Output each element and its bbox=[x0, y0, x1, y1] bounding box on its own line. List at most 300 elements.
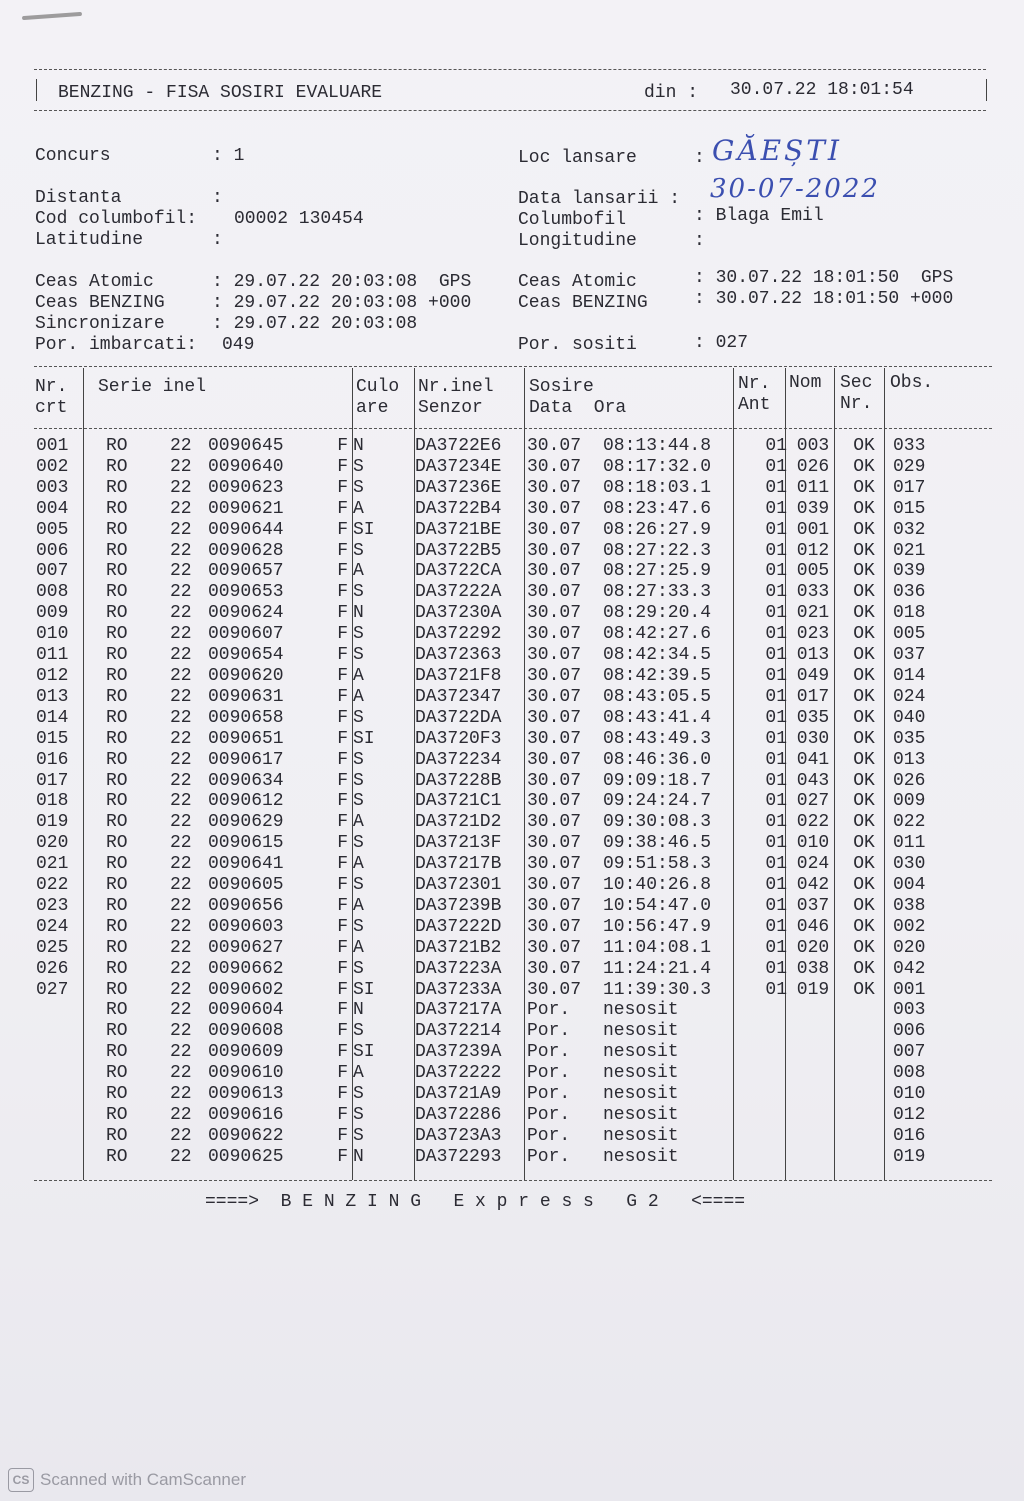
cell-ant-nr: 01 bbox=[765, 958, 787, 979]
cell-obs: 008 bbox=[893, 1063, 926, 1084]
cod-columbofil-value: 00002 130454 bbox=[234, 209, 364, 229]
cell-country: RO bbox=[106, 665, 128, 686]
cell-sensor-id: DA37217B bbox=[415, 854, 502, 875]
longitudine-value: : bbox=[694, 231, 705, 251]
cell-nr-crt: 026 bbox=[36, 958, 69, 979]
cell-sec-status: OK bbox=[853, 728, 875, 749]
cell-ant-nr: 01 bbox=[765, 916, 787, 937]
cell-nom: 033 bbox=[796, 582, 830, 603]
cell-arrival-date: 30.07 bbox=[527, 958, 582, 979]
cell-sec-status: OK bbox=[853, 624, 875, 645]
cell-country: RO bbox=[106, 854, 128, 875]
cell-nom: 038 bbox=[796, 958, 830, 979]
cell-color: S bbox=[353, 1105, 364, 1125]
header-sec-nr: Nr. bbox=[840, 394, 873, 414]
cell-color: SI bbox=[353, 1042, 375, 1063]
distanta-value: : bbox=[212, 188, 223, 208]
table-row bbox=[36, 959, 943, 980]
cell-color: S bbox=[353, 875, 364, 896]
cell-year: 22 bbox=[170, 749, 192, 770]
table-row bbox=[36, 750, 943, 771]
cell-sex: F bbox=[337, 728, 348, 749]
cell-country: RO bbox=[106, 624, 128, 645]
cell-arrival-time: 08:42:27.6 bbox=[603, 624, 712, 645]
columbofil-label: Columbofil bbox=[518, 210, 627, 230]
cell-ant-nr bbox=[729, 1084, 787, 1105]
cell-sensor-id: DA372234 bbox=[415, 749, 502, 770]
cell-year: 22 bbox=[170, 1000, 192, 1021]
cell-nr-crt: 021 bbox=[36, 854, 69, 875]
table-row bbox=[36, 812, 943, 833]
loc-lansare-handwritten: GĂEȘTI bbox=[712, 134, 842, 167]
title-right-border bbox=[986, 79, 987, 101]
table-row bbox=[36, 541, 943, 562]
cell-obs: 016 bbox=[893, 1125, 926, 1146]
cell-arrival-time: 10:56:47.9 bbox=[603, 916, 712, 937]
table-row bbox=[36, 436, 943, 457]
cell-color: S bbox=[353, 1125, 364, 1146]
cell-ant-nr: 01 bbox=[765, 582, 787, 603]
cell-year: 22 bbox=[170, 1042, 192, 1063]
cell-country: RO bbox=[106, 791, 128, 812]
cell-serial: 0090613 bbox=[208, 1084, 284, 1105]
cell-country: RO bbox=[106, 1000, 128, 1021]
header-nr-ant: Nr. bbox=[738, 374, 771, 394]
cell-arrival-time: 11:24:21.4 bbox=[603, 958, 712, 979]
cell-serial: 0090641 bbox=[208, 854, 284, 875]
left-clock-value-0: : 29.07.22 20:03:08 GPS bbox=[212, 272, 472, 292]
cell-nr-crt: 027 bbox=[36, 979, 69, 1000]
cell-arrival-time: 09:24:24.7 bbox=[603, 791, 712, 812]
cell-sex: F bbox=[337, 770, 348, 791]
title-top-border bbox=[34, 69, 986, 70]
cell-obs: 039 bbox=[893, 561, 926, 582]
cell-sex: F bbox=[337, 875, 348, 896]
cell-serial: 0090631 bbox=[208, 686, 284, 707]
cell-country: RO bbox=[106, 958, 128, 979]
cell-obs: 040 bbox=[893, 707, 926, 728]
cell-color: S bbox=[353, 770, 364, 791]
cell-nom: 024 bbox=[796, 854, 830, 875]
din-label: din : bbox=[644, 83, 699, 103]
cell-year: 22 bbox=[170, 645, 192, 666]
cell-nr-crt: 001 bbox=[36, 436, 69, 456]
cell-sex: F bbox=[337, 791, 348, 812]
cell-sensor-id: DA37228B bbox=[415, 770, 502, 791]
left-clock-label-0: Ceas Atomic bbox=[35, 272, 154, 292]
cell-arrival-time: 10:54:47.0 bbox=[603, 895, 712, 916]
cell-year: 22 bbox=[170, 875, 192, 896]
cell-country: RO bbox=[106, 728, 128, 749]
cell-nr-crt: 017 bbox=[36, 770, 69, 791]
cell-nom: 037 bbox=[796, 895, 830, 916]
cell-country: RO bbox=[106, 561, 128, 582]
cell-ant-nr: 01 bbox=[765, 979, 787, 1000]
cell-ant-nr: 01 bbox=[765, 624, 787, 645]
cell-sensor-id: DA37236E bbox=[415, 477, 502, 498]
cell-sec-status bbox=[839, 1000, 889, 1021]
cell-year: 22 bbox=[170, 770, 192, 791]
table-row bbox=[36, 1147, 943, 1168]
cell-arrival-date: 30.07 bbox=[527, 686, 582, 707]
cell-country: RO bbox=[106, 477, 128, 498]
cell-year: 22 bbox=[170, 686, 192, 707]
cell-arrival-time: 08:27:22.3 bbox=[603, 540, 712, 561]
cell-nr-crt bbox=[36, 1105, 88, 1126]
right-clock-value-1: : 30.07.22 18:01:50 +000 bbox=[694, 289, 954, 309]
table-row bbox=[36, 980, 943, 1001]
cell-arrival-date: 30.07 bbox=[527, 603, 582, 624]
cell-ant-nr bbox=[729, 1042, 787, 1063]
cell-nr-crt bbox=[36, 1084, 88, 1105]
cell-sex: F bbox=[337, 833, 348, 854]
cell-sex: F bbox=[337, 749, 348, 770]
cell-arrival-time: 09:30:08.3 bbox=[603, 812, 712, 833]
cell-nr-crt bbox=[36, 1126, 88, 1147]
cell-nom: 035 bbox=[796, 707, 830, 728]
cell-sensor-id: DA37233A bbox=[415, 979, 502, 1000]
cell-arrival-time: 08:27:33.3 bbox=[603, 582, 712, 603]
cell-nom bbox=[787, 1063, 839, 1084]
cell-arrival-time: 11:04:08.1 bbox=[603, 937, 712, 958]
cell-sex: F bbox=[337, 665, 348, 686]
cell-nr-crt bbox=[36, 1000, 88, 1021]
cell-year: 22 bbox=[170, 895, 192, 916]
cell-nr-crt: 014 bbox=[36, 707, 69, 728]
cell-nom: 026 bbox=[796, 456, 830, 477]
cell-country: RO bbox=[106, 1021, 128, 1042]
table-row bbox=[36, 917, 943, 938]
header-serie-inel: Serie inel bbox=[98, 377, 207, 397]
cell-sec-status: OK bbox=[853, 937, 875, 958]
cell-year: 22 bbox=[170, 854, 192, 875]
cell-sex: F bbox=[337, 519, 348, 540]
por-imbarcati-label: Por. imbarcati: bbox=[35, 335, 198, 355]
cell-obs: 009 bbox=[893, 791, 926, 812]
cell-color: S bbox=[353, 582, 364, 603]
cell-sex: F bbox=[337, 979, 348, 1000]
cell-sensor-id: DA372214 bbox=[415, 1021, 502, 1042]
cell-serial: 0090616 bbox=[208, 1105, 284, 1125]
title-bottom-border bbox=[34, 110, 986, 111]
cell-obs: 015 bbox=[893, 498, 926, 519]
cell-country: RO bbox=[106, 979, 128, 1000]
cell-serial: 0090628 bbox=[208, 540, 284, 561]
cell-serial: 0090624 bbox=[208, 603, 284, 624]
cell-serial: 0090656 bbox=[208, 895, 284, 916]
cell-sensor-id: DA37239A bbox=[415, 1042, 502, 1063]
cell-arrival-date: 30.07 bbox=[527, 770, 582, 791]
cell-country: RO bbox=[106, 770, 128, 791]
cell-serial: 0090640 bbox=[208, 456, 284, 477]
cell-arrival-date: 30.07 bbox=[527, 665, 582, 686]
cell-arrival-date: 30.07 bbox=[527, 895, 582, 916]
cell-nr-crt: 005 bbox=[36, 519, 69, 540]
cod-columbofil-label: Cod columbofil: bbox=[35, 209, 198, 229]
cell-sec-status: OK bbox=[853, 540, 875, 561]
cell-sensor-id: DA3721B2 bbox=[415, 937, 502, 958]
cell-arrival-time: nesosit bbox=[603, 1125, 679, 1146]
cell-arrival-date: Por. bbox=[527, 1125, 571, 1146]
cell-ant-nr: 01 bbox=[765, 686, 787, 707]
cell-arrival-date: 30.07 bbox=[527, 937, 582, 958]
cell-arrival-time: 08:17:32.0 bbox=[603, 456, 712, 477]
cell-color: A bbox=[353, 498, 364, 519]
columbofil-value: : Blaga Emil bbox=[694, 206, 824, 226]
cell-ant-nr bbox=[729, 1126, 787, 1147]
cell-nom: 039 bbox=[796, 498, 830, 519]
header-nr: Nr. bbox=[35, 377, 68, 397]
cell-nom: 019 bbox=[796, 979, 830, 1000]
cell-sec-status: OK bbox=[853, 519, 875, 540]
cell-obs: 042 bbox=[893, 958, 926, 979]
cell-nr-crt: 025 bbox=[36, 937, 69, 958]
cell-year: 22 bbox=[170, 498, 192, 519]
cell-serial: 0090617 bbox=[208, 749, 284, 770]
cell-sec-status: OK bbox=[853, 854, 875, 875]
cell-ant-nr: 01 bbox=[765, 937, 787, 958]
cell-color: S bbox=[353, 958, 364, 979]
cell-year: 22 bbox=[170, 833, 192, 854]
cell-year: 22 bbox=[170, 477, 192, 498]
cell-country: RO bbox=[106, 603, 128, 624]
cell-country: RO bbox=[106, 895, 128, 916]
cell-serial: 0090625 bbox=[208, 1146, 284, 1167]
table-row bbox=[36, 457, 943, 478]
cell-year: 22 bbox=[170, 540, 192, 561]
cell-serial: 0090603 bbox=[208, 916, 284, 937]
cell-country: RO bbox=[106, 519, 128, 540]
cell-sensor-id: DA372347 bbox=[415, 686, 502, 707]
cell-sec-status: OK bbox=[853, 707, 875, 728]
cell-arrival-time: nesosit bbox=[603, 1000, 679, 1021]
cell-sensor-id: DA37239B bbox=[415, 895, 502, 916]
cell-nom: 010 bbox=[796, 833, 830, 854]
cell-arrival-date: Por. bbox=[527, 1063, 571, 1084]
cell-nom: 027 bbox=[796, 791, 830, 812]
cell-arrival-time: 08:27:25.9 bbox=[603, 561, 712, 582]
cell-obs: 022 bbox=[893, 812, 926, 833]
cell-country: RO bbox=[106, 1125, 128, 1146]
table-row bbox=[36, 791, 943, 812]
cell-year: 22 bbox=[170, 728, 192, 749]
table-row bbox=[36, 771, 943, 792]
cell-ant-nr: 01 bbox=[765, 833, 787, 854]
cell-arrival-date: 30.07 bbox=[527, 561, 582, 582]
cell-ant-nr: 01 bbox=[765, 791, 787, 812]
cell-serial: 0090602 bbox=[208, 979, 284, 1000]
cell-serial: 0090627 bbox=[208, 937, 284, 958]
cell-sec-status: OK bbox=[853, 979, 875, 1000]
loc-lansare-sep: : bbox=[694, 148, 705, 168]
cell-obs: 037 bbox=[893, 645, 926, 666]
header-crt: crt bbox=[35, 398, 68, 418]
cell-color: N bbox=[353, 1000, 364, 1021]
cell-nom: 043 bbox=[796, 770, 830, 791]
table-row bbox=[36, 1021, 943, 1042]
cell-nr-crt: 016 bbox=[36, 749, 69, 770]
cell-ant-nr: 01 bbox=[765, 540, 787, 561]
cell-obs: 032 bbox=[893, 519, 926, 540]
distanta-label: Distanta bbox=[35, 188, 122, 208]
cell-sec-status: OK bbox=[853, 916, 875, 937]
cell-serial: 0090645 bbox=[208, 436, 284, 456]
cell-arrival-date: 30.07 bbox=[527, 436, 582, 456]
cell-color: S bbox=[353, 916, 364, 937]
cell-sec-status bbox=[839, 1063, 889, 1084]
cell-sec-status: OK bbox=[853, 958, 875, 979]
cell-sec-status: OK bbox=[853, 770, 875, 791]
cell-nr-crt: 007 bbox=[36, 561, 69, 582]
camscanner-text: Scanned with CamScanner bbox=[40, 1470, 247, 1489]
table-row bbox=[36, 645, 943, 666]
cell-nr-crt: 020 bbox=[36, 833, 69, 854]
cell-color: S bbox=[353, 1084, 364, 1105]
cell-nom bbox=[787, 1147, 839, 1168]
cell-year: 22 bbox=[170, 916, 192, 937]
cell-sensor-id: DA3721D2 bbox=[415, 812, 502, 833]
cell-sex: F bbox=[337, 707, 348, 728]
table-row bbox=[36, 561, 943, 582]
cell-ant-nr bbox=[729, 1063, 787, 1084]
cell-nr-crt bbox=[36, 1021, 88, 1042]
cell-sex: F bbox=[337, 1105, 348, 1125]
left-clock-value-1: : 29.07.22 20:03:08 +000 bbox=[212, 293, 472, 313]
table-row bbox=[36, 666, 943, 687]
table-row bbox=[36, 938, 943, 959]
cell-arrival-time: nesosit bbox=[603, 1105, 679, 1125]
cell-nom: 030 bbox=[796, 728, 830, 749]
cell-country: RO bbox=[106, 707, 128, 728]
cell-sex: F bbox=[337, 1063, 348, 1084]
cell-country: RO bbox=[106, 1105, 128, 1125]
cell-ant-nr bbox=[729, 1000, 787, 1021]
cell-nr-crt bbox=[36, 1042, 88, 1063]
cell-sensor-id: DA372292 bbox=[415, 624, 502, 645]
cell-sensor-id: DA37223A bbox=[415, 958, 502, 979]
title-left-border bbox=[36, 79, 37, 101]
cell-year: 22 bbox=[170, 979, 192, 1000]
cell-arrival-date: Por. bbox=[527, 1000, 571, 1021]
cell-nom: 022 bbox=[796, 812, 830, 833]
left-clock-label-1: Ceas BENZING bbox=[35, 293, 165, 313]
cell-nom: 011 bbox=[796, 477, 830, 498]
cell-nr-crt: 013 bbox=[36, 686, 69, 707]
cell-year: 22 bbox=[170, 665, 192, 686]
cell-arrival-date: 30.07 bbox=[527, 645, 582, 666]
cell-arrival-time: 08:42:39.5 bbox=[603, 665, 712, 686]
cell-nom: 020 bbox=[796, 937, 830, 958]
cell-color: A bbox=[353, 561, 364, 582]
cell-obs: 017 bbox=[893, 477, 926, 498]
cell-ant-nr: 01 bbox=[765, 854, 787, 875]
cell-color: S bbox=[353, 477, 364, 498]
cell-sec-status bbox=[839, 1126, 889, 1147]
cell-ant-nr: 01 bbox=[765, 770, 787, 791]
cell-nr-crt: 011 bbox=[36, 645, 69, 666]
table-row bbox=[36, 582, 943, 603]
cell-obs: 018 bbox=[893, 603, 926, 624]
table-row bbox=[36, 708, 943, 729]
cell-arrival-date: 30.07 bbox=[527, 979, 582, 1000]
cell-arrival-time: nesosit bbox=[603, 1063, 679, 1084]
cell-color: A bbox=[353, 895, 364, 916]
cell-nr-crt bbox=[36, 1147, 88, 1168]
cell-year: 22 bbox=[170, 582, 192, 603]
cell-ant-nr: 01 bbox=[765, 665, 787, 686]
cell-year: 22 bbox=[170, 1125, 192, 1146]
cell-arrival-time: nesosit bbox=[603, 1042, 679, 1063]
table-row bbox=[36, 833, 943, 854]
camscanner-logo-icon: CS bbox=[8, 1468, 34, 1492]
cell-sex: F bbox=[337, 686, 348, 707]
cell-nom bbox=[787, 1126, 839, 1147]
cell-nr-crt: 010 bbox=[36, 624, 69, 645]
cell-ant-nr: 01 bbox=[765, 498, 787, 519]
cell-sec-status: OK bbox=[853, 561, 875, 582]
cell-obs: 035 bbox=[893, 728, 926, 749]
cell-color: S bbox=[353, 456, 364, 477]
table-row bbox=[36, 499, 943, 520]
cell-year: 22 bbox=[170, 436, 192, 456]
cell-serial: 0090620 bbox=[208, 665, 284, 686]
cell-sex: F bbox=[337, 854, 348, 875]
cell-nom: 013 bbox=[796, 645, 830, 666]
cell-serial: 0090654 bbox=[208, 645, 284, 666]
cell-nom: 001 bbox=[796, 519, 830, 540]
cell-color: S bbox=[353, 749, 364, 770]
cell-obs: 002 bbox=[893, 916, 926, 937]
cell-year: 22 bbox=[170, 603, 192, 624]
table-row bbox=[36, 478, 943, 499]
cell-sensor-id: DA37222D bbox=[415, 916, 502, 937]
cell-arrival-date: 30.07 bbox=[527, 456, 582, 477]
cell-sex: F bbox=[337, 895, 348, 916]
cell-nr-crt: 015 bbox=[36, 728, 69, 749]
cell-color: SI bbox=[353, 728, 375, 749]
cell-obs: 006 bbox=[893, 1021, 926, 1042]
cell-country: RO bbox=[106, 916, 128, 937]
cell-sex: F bbox=[337, 1146, 348, 1167]
cell-sec-status: OK bbox=[853, 498, 875, 519]
cell-country: RO bbox=[106, 582, 128, 603]
cell-year: 22 bbox=[170, 812, 192, 833]
cell-serial: 0090604 bbox=[208, 1000, 284, 1021]
cell-sensor-id: DA37213F bbox=[415, 833, 502, 854]
cell-color: S bbox=[353, 645, 364, 666]
cell-obs: 007 bbox=[893, 1042, 926, 1063]
cell-ant-nr: 01 bbox=[765, 707, 787, 728]
cell-color: N bbox=[353, 436, 364, 456]
cell-nom: 017 bbox=[796, 686, 830, 707]
cell-color: SI bbox=[353, 979, 375, 1000]
cell-nr-crt: 023 bbox=[36, 895, 69, 916]
cell-ant-nr: 01 bbox=[765, 895, 787, 916]
cell-sensor-id: DA3721C1 bbox=[415, 791, 502, 812]
cell-obs: 013 bbox=[893, 749, 926, 770]
cell-obs: 030 bbox=[893, 854, 926, 875]
cell-color: A bbox=[353, 854, 364, 875]
cell-arrival-time: 08:13:44.8 bbox=[603, 436, 712, 456]
cell-nom bbox=[787, 1021, 839, 1042]
cell-nr-crt: 004 bbox=[36, 498, 69, 519]
cell-arrival-time: 09:51:58.3 bbox=[603, 854, 712, 875]
cell-ant-nr: 01 bbox=[765, 812, 787, 833]
cell-sensor-id: DA372293 bbox=[415, 1146, 502, 1167]
cell-color: A bbox=[353, 665, 364, 686]
cell-year: 22 bbox=[170, 791, 192, 812]
cell-arrival-time: 08:23:47.6 bbox=[603, 498, 712, 519]
